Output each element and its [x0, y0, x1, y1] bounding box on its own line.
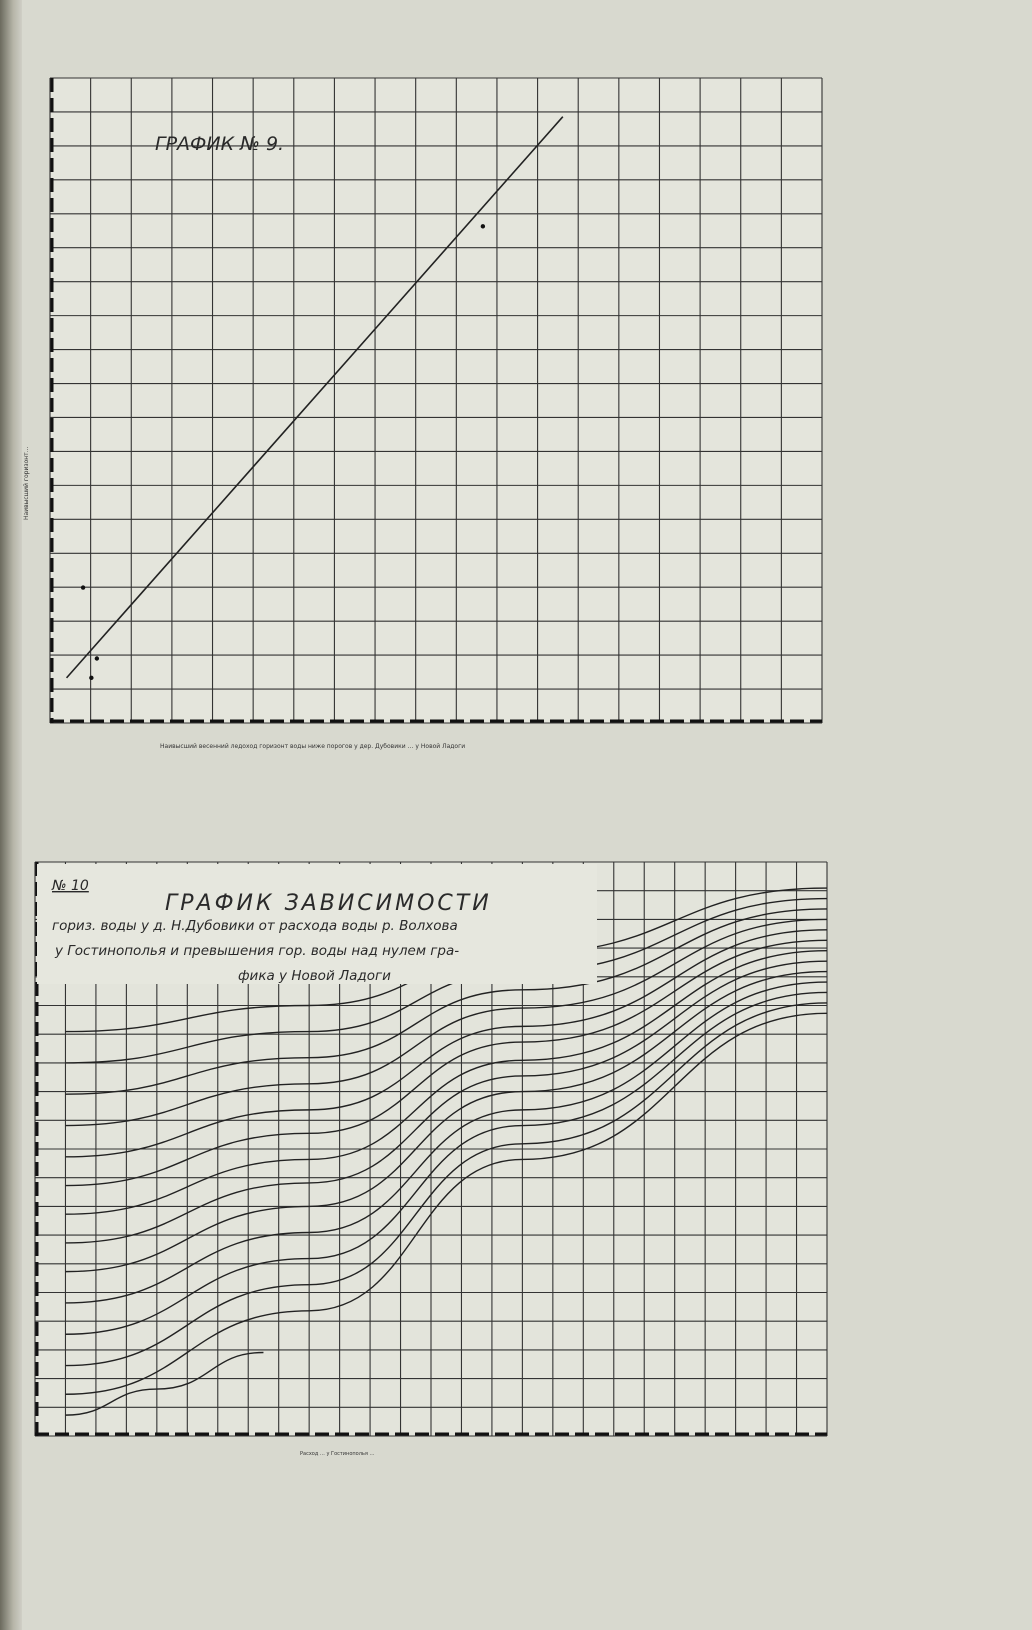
chart-9-point	[89, 676, 93, 680]
chart-10-heading: ГРАФИК ЗАВИСИМОСТИ	[165, 891, 492, 916]
chart-9-point	[95, 656, 99, 660]
chart-9-plot-area	[50, 78, 822, 723]
chart-10-number: № 10	[52, 878, 89, 894]
chart-10-subtitle-line-3: фика у Новой Ладоги	[238, 968, 391, 984]
chart-10-xlabel: Расход … у Гостинополья …	[300, 1451, 375, 1457]
chart-9-point	[81, 585, 85, 589]
chart-10	[35, 862, 827, 1457]
chart-10-subtitle-line-2: у Гостинополья и превышения гор. воды над нулем гра-	[55, 943, 460, 959]
chart-9	[23, 78, 822, 750]
chart-9-point	[481, 224, 485, 228]
chart-9-title: ГРАФИК № 9.	[155, 133, 285, 155]
chart-10-subtitle-line-1: гориз. воды у д. Н.Дубовики от расхода воды р. Волхова	[52, 918, 458, 934]
chart-9-ylabel: Наивысший горизонт…	[23, 446, 30, 520]
chart-9-xlabel: Наивысший весенний ледоход горизонт воды ниже порогов у дер. Дубовики … у Новой Ладоги	[160, 743, 466, 750]
